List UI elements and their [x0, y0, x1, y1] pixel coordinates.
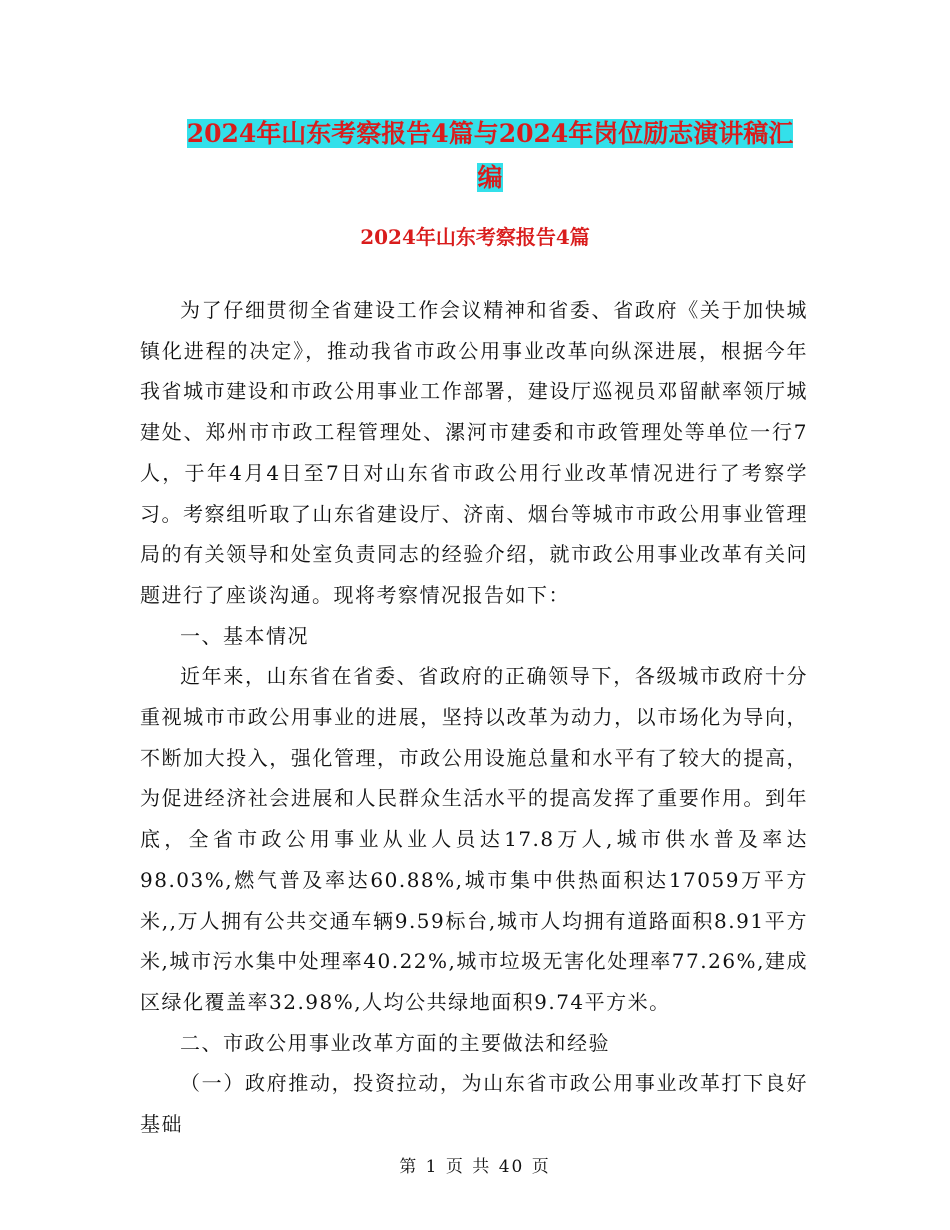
document-body [140, 290, 808, 1145]
heading-main-practices: 二、市政公用事业改革方面的主要做法和经验 [180, 1030, 610, 1055]
document-main-title [140, 112, 840, 200]
main-title-line-1: 2024年山东考察报告4篇与2024年岗位励志演讲稿汇 [186, 119, 794, 148]
subheading-government-driven: （一）政府推动，投资拉动，为山东省市政公用事业改革打下良好基础 [140, 1071, 808, 1137]
paragraph-intro: 为了仔细贯彻全省建设工作会议精神和省委、省政府《关于加快城镇化进程的决定》，推动我省市政公用事业改革向纵深进展，根据今年我省城市建设和市政公用事业工作部署，建设厅巡视员邓留献率领厅城建处、郑州市市政工程管理处、漯河市建委和市政管理处等单位一行7人，于年4月4日至7日对山东省市政公用行业改革情况进行了考察学习。考察组听取了山东省建设厅、济南、烟台等城市市政公用事业管理局的有关领导和处室负责同志的经验介绍，就市政公用事业改革有关问题进行了座谈沟通。现将考察情况报告如下： [140, 298, 808, 607]
section-title: 2024年山东考察报告4篇 [360, 225, 590, 249]
page-number-footer: 第 1 页 共 40 页 [399, 1157, 551, 1177]
paragraph-basic-situation: 近年来，山东省在省委、省政府的正确领导下，各级城市政府十分重视城市市政公用事业的进展，坚持以改革为动力，以市场化为导向，不断加大投入，强化管理，市政公用设施总量和水平有了较大的提高，为促进经济社会进展和人民群众生活水平的提高发挥了重要作用。到年底，全省市政公用事业从业人员达17.8万人,城市供水普及率达98.03%,燃气普及率达60.88%,城市集中供热面积达17059万平方米,,万人拥有公共交通车辆9.59标台,城市人均拥有道路面积8.91平方米,城市污水集中处理率40.22%,城市垃圾无害化处理率77.26%,建成区绿化覆盖率32.98%,人均公共绿地面积9.74平方米。 [140, 664, 808, 1014]
heading-basic-situation: 一、基本情况 [180, 623, 309, 648]
main-title-line-2: 编 [477, 163, 503, 192]
